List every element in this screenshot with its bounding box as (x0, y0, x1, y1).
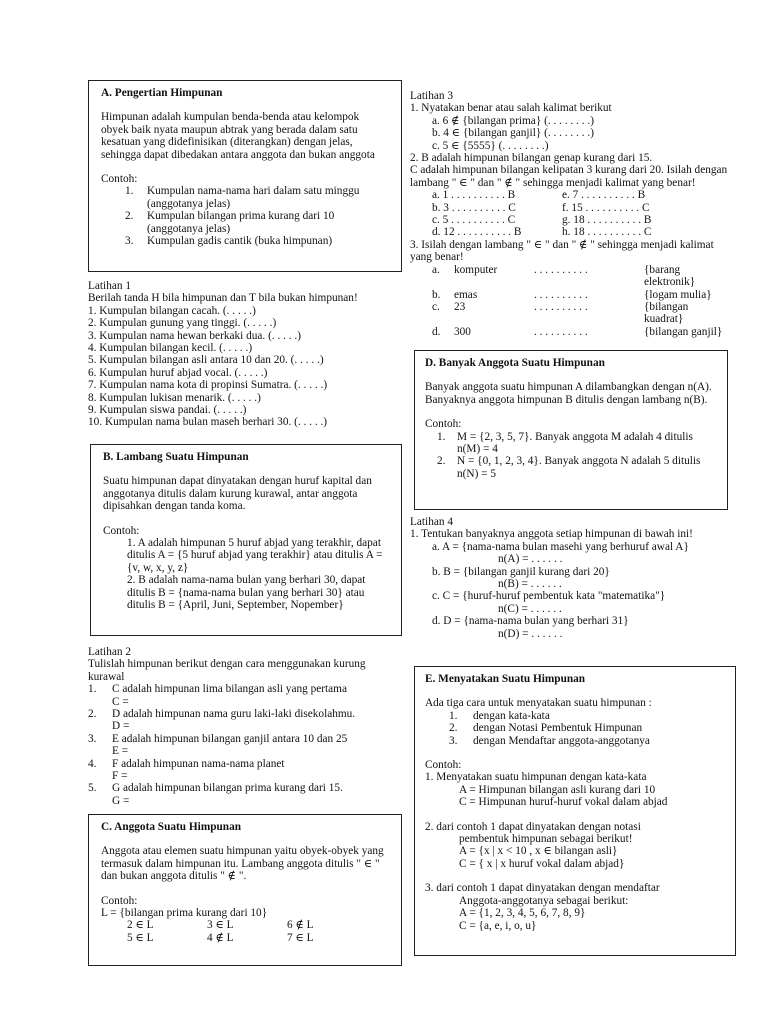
latihan-4-question: a. A = {nama-nama bulan masehi yang berhuruf awal A} (432, 540, 689, 553)
section-d-paragraph: Banyak anggota suatu himpunan A dilambangkan dengan n(A). Banyaknya anggota himpunan B ditulis dengan lambang n(B). (425, 381, 712, 406)
latihan-4-question: c. C = {huruf-huruf pembentuk kata "matematika"} (432, 590, 666, 603)
latihan-3-q3-item: komputer (454, 263, 498, 276)
latihan-2-question: E adalah himpunan bilangan ganjil antara 10 dan 25 (112, 732, 348, 745)
latihan-3-q2b: C adalah himpunan bilangan kelipatan 3 kurang dari 20. Isilah dengan lambang " ∈ " dan " ∉ " sehingga menjadi kalimat yang benar! (410, 164, 728, 189)
section-e-ex3: 3. dari contoh 1 dapat dinyatakan dengan mendaftar (425, 882, 660, 895)
membership-relation: 4 ∉ L (207, 931, 234, 944)
section-c-title: C. Anggota Suatu Himpunan (101, 821, 242, 833)
latihan-3-q2-item: g. 18 . . . . . . . . . . B (562, 214, 652, 227)
latihan-2: Latihan 2 Tulislah himpunan berikut dengan cara menggunakan kurung kurawal 1. C adalah himpunan lima bilangan asli yang pertama C = 2. D adalah himpunan nama guru laki-laki disekolahmu. D = 3. E adalah himpunan bilangan ganjil antara 10 dan 25 E = 4. F adalah himpunan nama-nama planet F = 5. G adalah himpunan bilangan prima kurang dari 15. G = (88, 646, 398, 807)
section-c-contoh: Contoh: (101, 894, 138, 907)
latihan-4 (410, 516, 730, 640)
section-e-ex3b: C = {a, e, i, o, u} (459, 919, 537, 932)
section-d-title: D. Banyak Anggota Suatu Himpunan (425, 357, 605, 369)
membership-relation: 7 ∈ L (287, 931, 314, 944)
latihan-1 (88, 280, 398, 429)
latihan-3-q1-item: b. 4 ∈ {bilangan ganjil} (. . . . . . . .) (432, 127, 594, 140)
latihan-3-q3-item: 23 (454, 300, 466, 313)
latihan-3-q3: 3. Isilah dengan lambang " ∈ " dan " ∉ " sehingga menjadi kalimat yang benar! (410, 238, 714, 264)
latihan-2-answer: F = (112, 770, 128, 783)
section-e-intro: Ada tiga cara untuk menyatakan suatu himpunan : (425, 697, 652, 710)
section-e-contoh: Contoh: (425, 759, 462, 772)
latihan-1-item: 4. Kumpulan bilangan kecil. (. . . . .) (88, 342, 253, 355)
latihan-3-q1-item: c. 5 ∈ {5555} (. . . . . . . .) (432, 139, 549, 152)
latihan-1-item: 6. Kumpulan huruf abjad vocal. (. . . . .) (88, 366, 268, 379)
section-e-ex1: 1. Menyatakan suatu himpunan dengan kata-kata (425, 771, 647, 784)
latihan-2-answer: D = (112, 720, 130, 733)
latihan-3-q3-item: emas (454, 288, 478, 301)
latihan-3-q2-item: c. 5 . . . . . . . . . . C (432, 214, 516, 227)
latihan-3-q2-item: f. 15 . . . . . . . . . . C (562, 201, 650, 214)
section-c-set: L = {bilangan prima kurang dari 10} (101, 907, 268, 920)
section-e-box: E. Menyatakan Suatu Himpunan Ada tiga cara untuk menyatakan suatu himpunan : 1. dengan kata-kata 2. dengan Notasi Pembentuk Himpunan 3. dengan Mendaftar anggota-anggotanya Contoh: 1. Menyatakan suatu himpunan dengan kata-kata A = Himpunan bilangan asli kurang dari 10 C = Himpunan huruf-huruf vokal dalam abjad 2. dari contoh 1 dapat dinyatakan dengan notasi pembentuk himpunan sebagai berikut! A = {x | x < 10 , x ∈ bilangan asli} C = { x | x huruf vokal dalam abjad} 3. dari contoh 1 dapat dinyatakan dengan mendaftar Anggota-anggotanya sebagai berikut: A = {1, 2, 3, 4, 5, 6, 7, 8, 9} C = {a, e, i, o, u} (414, 666, 736, 956)
section-a-example: Kumpulan gadis cantik (buka himpunan) (147, 235, 333, 248)
section-e-method: dengan Mendaftar anggota-anggotanya (473, 734, 650, 747)
latihan-2-answer: E = (112, 745, 129, 758)
latihan-3-q1-item: a. 6 ∉ {bilangan prima} (. . . . . . . .) (432, 114, 594, 127)
latihan-1-item: 9. Kumpulan siswa pandai. (. . . . .) (88, 404, 247, 417)
section-e-method: dengan Notasi Pembentuk Himpunan (473, 722, 643, 735)
latihan-3-q3-item: 300 (454, 325, 471, 338)
latihan-3-q2-item: b. 3 . . . . . . . . . . C (432, 201, 516, 214)
section-e-method: dengan kata-kata (473, 709, 550, 722)
section-d-example: N = {0, 1, 2, 3, 4}. Banyak anggota N adalah 5 ditulis n(N) = 5 (457, 455, 701, 480)
latihan-2-instruction: Tulislah himpunan berikut dengan cara menggunakan kurung kurawal (88, 658, 366, 683)
latihan-4-instruction: 1. Tentukan banyaknya anggota setiap himpunan di bawah ini! (410, 528, 693, 541)
latihan-2-question: F adalah himpunan nama-nama planet (112, 757, 285, 770)
latihan-1-item: 7. Kumpulan nama kota di propinsi Sumatra. (. . . . .) (88, 379, 328, 392)
section-b-box (90, 444, 402, 636)
section-d-contoh: Contoh: (425, 418, 462, 431)
membership-relation: 2 ∈ L (127, 919, 154, 932)
latihan-3-title: Latihan 3 (410, 90, 453, 102)
latihan-2-answer: G = (112, 794, 130, 807)
latihan-1-item: 8. Kumpulan lukisan menarik. (. . . . .) (88, 391, 261, 404)
latihan-3: Latihan 3 1. Nyatakan benar atau salah kalimat berikut a. 6 ∉ {bilangan prima} (. . . . . . . .) b. 4 ∈ {bilangan ganjil} (. . . . . . . .) c. 5 ∈ {5555} (. . . . . . . .) 2. B adalah himpunan bilangan genap kurang dari 15. C adalah himpunan bilangan kelipatan 3 kurang dari 20. Isilah dengan lambang " ∈ " dan " ∉ " sehingga menjadi kalimat yang benar! a. 1 . . . . . . . . . . B e. 7 . . . . . . . . . . B b. 3 . . . . . . . . . . C f. 15 . . . . . . . . . . C c. 5 . . . . . . . . . . C g. 18 . . . . . . . . . . B d. 12 . . . . . . . . . . B h. 18 . . . . . . . . . . C 3. Isilah dengan lambang " ∈ " dan " ∉ " sehingga menjadi kalimat yang benar! a. komputer . . . . . . . . . . {barang elektronik} b. emas . . . . . . . . . . {logam mulia} c. 23 . . . . . . . . . . {bilangan kuadrat} d. 300 . . . . . . . . . . {bilangan ganjil} (410, 90, 730, 338)
membership-relation: 6 ∉ L (287, 919, 314, 932)
section-b-contoh: Contoh: (103, 524, 140, 537)
section-e-ex2sub: pembentuk himpunan sebagai berikut! (459, 833, 633, 846)
latihan-1-item: 5. Kumpulan bilangan asli antara 10 dan 20. (. . . . .) (88, 354, 324, 367)
latihan-4-question: d. D = {nama-nama bulan yang berhari 31} (432, 615, 629, 628)
latihan-1-item: 1. Kumpulan bilangan cacah. (. . . . .) (88, 304, 256, 317)
latihan-4-answer: n(B) = . . . . . . (498, 578, 562, 591)
section-e-ex3sub: Anggota-anggotanya sebagai berikut: (459, 894, 629, 907)
latihan-4-answer: n(D) = . . . . . . (498, 627, 563, 640)
latihan-2-question: G adalah himpunan bilangan prima kurang dari 15. (112, 782, 343, 795)
latihan-2-question: D adalah himpunan nama guru laki-laki disekolahmu. (112, 708, 356, 721)
latihan-3-q2-item: a. 1 . . . . . . . . . . B (432, 189, 516, 202)
latihan-4-question: b. B = {bilangan ganjil kurang dari 20} (432, 565, 610, 578)
section-b-title: B. Lambang Suatu Himpunan (103, 451, 249, 463)
latihan-3-q1: 1. Nyatakan benar atau salah kalimat berikut (410, 102, 612, 115)
latihan-1-item: 10. Kumpulan nama bulan maseh berhari 30. (. . . . .) (88, 416, 328, 429)
latihan-4-answer: n(A) = . . . . . . (498, 553, 563, 566)
section-c-box (88, 814, 402, 966)
latihan-3-q2-item: e. 7 . . . . . . . . . . B (562, 189, 646, 202)
latihan-3-q2: 2. B adalah himpunan bilangan genap kurang dari 15. (410, 152, 653, 165)
section-a-example: Kumpulan bilangan prima kurang dari 10 (anggotanya jelas) (147, 210, 335, 235)
section-b-example: 2. B adalah nama-nama bulan yang berhari 30, dapat ditulis B = {nama-nama bulan yang berhari 30} atau ditulis B = {April, Juni, September, Nopember} (127, 574, 366, 612)
latihan-2-answer: C = (112, 695, 129, 708)
section-e-ex3a: A = {1, 2, 3, 4, 5, 6, 7, 8, 9} (459, 907, 586, 920)
section-a-box: A. Pengertian Himpunan Himpunan adalah kumpulan benda-benda atau kelompok obyek baik nyata maupun abtrak yang berada dalam satu kesatuan yang didefinisikan (diterangkan) dengan jelas, sehingga dapat dibedakan antara anggota dan bukan anggota Contoh: 1. Kumpulan nama-nama hari dalam satu minggu (anggotanya jelas) 2. Kumpulan bilangan prima kurang dari 10 (anggotanya jelas) 3. Kumpulan gadis cantik (buka himpunan) (88, 80, 402, 272)
section-e-ex2b: C = { x | x huruf vokal dalam abjad} (459, 857, 625, 870)
latihan-2-question: C adalah himpunan lima bilangan asli yang pertama (112, 683, 347, 696)
section-a-paragraph: Himpunan adalah kumpulan benda-benda atau kelompok obyek baik nyata maupun abtrak yang berada dalam satu kesatuan yang didefinisikan (diterangkan) dengan jelas, sehingga dapat dibedakan antara anggota dan bukan anggota (101, 111, 375, 161)
section-a-title: A. Pengertian Himpunan (101, 87, 223, 99)
latihan-1-title: Latihan 1 (88, 280, 131, 292)
section-d-box: D. Banyak Anggota Suatu Himpunan Banyak anggota suatu himpunan A dilambangkan dengan n(A). Banyaknya anggota himpunan B ditulis dengan lambang n(B). Contoh: 1. M = {2, 3, 5, 7}. Banyak anggota M adalah 4 ditulis n(M) = 4 2. N = {0, 1, 2, 3, 4}. Banyak anggota N adalah 5 ditulis n(N) = 5 (414, 350, 728, 510)
latihan-3-q2-item: d. 12 . . . . . . . . . . B (432, 226, 522, 239)
latihan-1-instruction: Berilah tanda H bila himpunan dan T bila bukan himpunan! (88, 292, 358, 305)
latihan-4-title: Latihan 4 (410, 516, 453, 528)
latihan-2-title: Latihan 2 (88, 646, 131, 658)
section-e-ex2: 2. dari contoh 1 dapat dinyatakan dengan notasi (425, 820, 641, 833)
section-b-example: 1. A adalah himpunan 5 huruf abjad yang terakhir, dapat ditulis A = {5 huruf abjad yang terakhir} atau ditulis A = {v, w, x, y, z} (127, 537, 383, 574)
section-a-contoh: Contoh: (101, 173, 138, 186)
section-e-ex1a: A = Himpunan bilangan asli kurang dari 10 (459, 783, 656, 796)
section-a-example: Kumpulan nama-nama hari dalam satu minggu (anggotanya jelas) (147, 185, 360, 210)
latihan-4-answer: n(C) = . . . . . . (498, 602, 562, 615)
latihan-1-item: 2. Kumpulan gunung yang tinggi. (. . . . .) (88, 317, 277, 330)
section-d-example: M = {2, 3, 5, 7}. Banyak anggota M adalah 4 ditulis n(M) = 4 (457, 430, 693, 456)
membership-relation: 3 ∈ L (207, 919, 234, 932)
section-c-paragraph: Anggota atau elemen suatu himpunan yaitu obyek-obyek yang termasuk dalam himpunan itu. Lambang anggota ditulis " ∈ " dan bukan anggota ditulis " ∉ ". (101, 845, 384, 883)
latihan-1-item: 3. Kumpulan nama hewan berkaki dua. (. . . . .) (88, 329, 302, 342)
membership-relation: 5 ∈ L (127, 931, 154, 944)
section-e-ex2a: A = {x | x < 10 , x ∈ bilangan asli} (459, 845, 618, 858)
section-b-paragraph: Suatu himpunan dapat dinyatakan dengan huruf kapital dan anggotanya ditulis dalam kurung kurawal, antar anggota dipisahkan dengan tanda koma. (103, 475, 372, 513)
section-e-ex1b: C = Himpunan huruf-huruf vokal dalam abjad (459, 796, 668, 809)
section-e-title: E. Menyatakan Suatu Himpunan (425, 673, 586, 685)
latihan-3-q2-item: h. 18 . . . . . . . . . . C (562, 226, 652, 239)
